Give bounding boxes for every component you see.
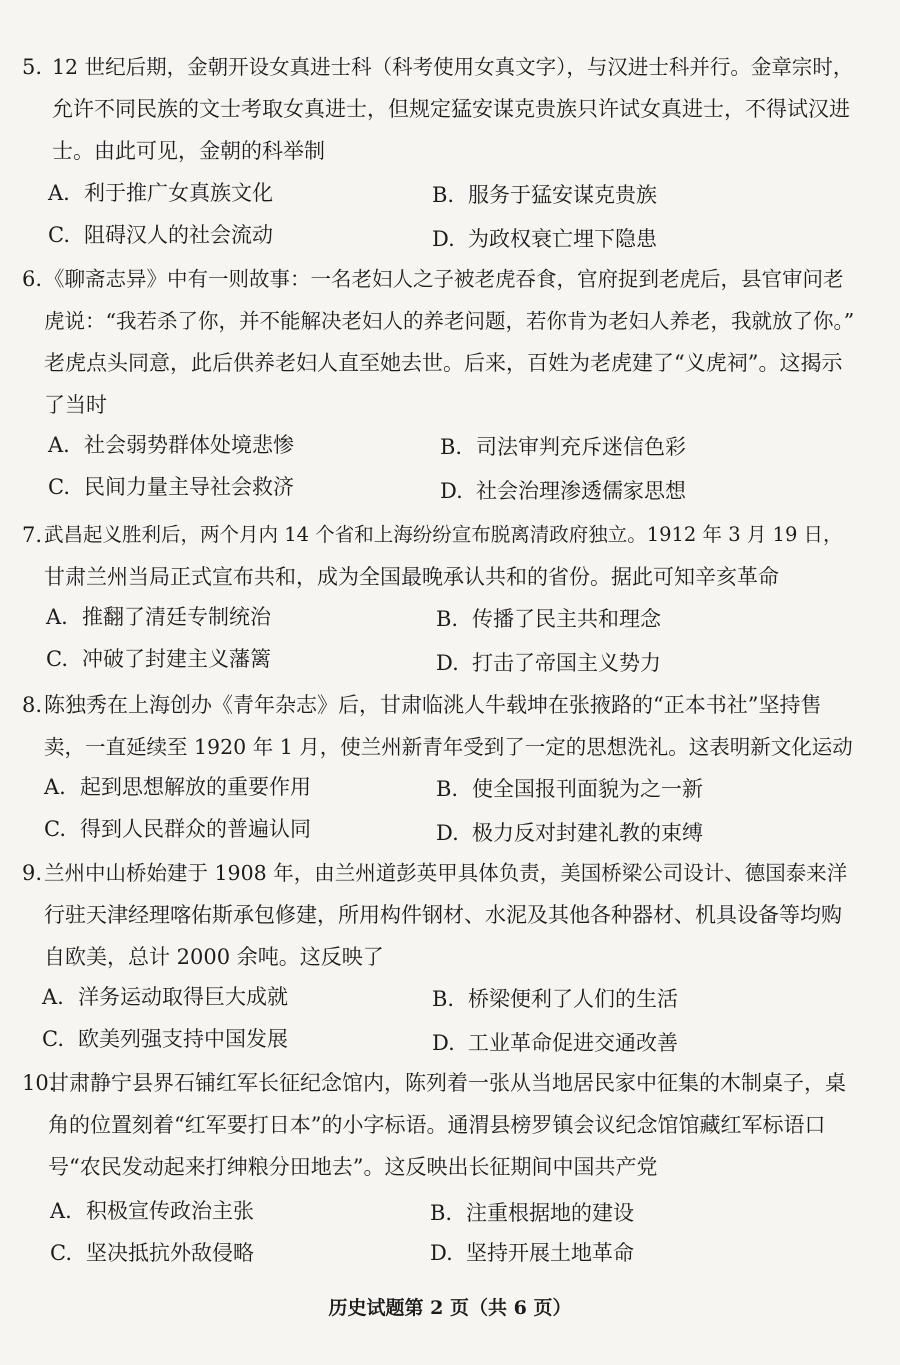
option-text: 桥梁便利了人们的生活 (468, 987, 678, 1011)
option-letter: C. (46, 647, 68, 671)
option-text: 传播了民主共和理念 (472, 607, 661, 631)
option-text: 坚持开展土地革命 (466, 1241, 634, 1265)
question-number: 6. (22, 267, 43, 291)
option-text: 司法审判充斥迷信色彩 (476, 435, 686, 459)
option-text: 积极宣传政治主张 (86, 1199, 254, 1223)
option-text: 工业革命促进交通改善 (468, 1031, 678, 1055)
option-d (432, 1022, 678, 1064)
option-letter: B. (432, 183, 455, 207)
question-stem (52, 46, 862, 172)
stem-line: 自欧美，总计 2000 余吨。这反映了 (44, 945, 384, 969)
option-b (436, 598, 661, 640)
option-d (440, 470, 686, 512)
option-text: 打击了帝国主义势力 (472, 651, 661, 675)
question-stem (44, 514, 854, 598)
option-b (440, 426, 686, 468)
stem-line: 角的位置刻着“红军要打日本”的小字标语。通渭县榜罗镇会议纪念馆馆藏红军标语口 (48, 1113, 826, 1137)
option-c (48, 214, 273, 256)
option-letter: D. (436, 821, 459, 845)
stem-line: 甘肃静宁县界石铺红军长征纪念馆内，陈列着一张从当地居民家中征集的木制桌子，桌 (48, 1071, 846, 1095)
option-letter: C. (50, 1241, 72, 1265)
option-letter: B. (436, 777, 459, 801)
option-letter: A. (50, 1199, 72, 1223)
stem-line: 甘肃兰州当局正式宣布共和，成为全国最晚承认共和的省份。据此可知辛亥革命 (44, 565, 779, 589)
option-d (432, 218, 657, 260)
option-text: 洋务运动取得巨大成就 (78, 985, 288, 1009)
question-stem (48, 1062, 858, 1188)
option-text: 注重根据地的建设 (466, 1201, 634, 1225)
stem-line: 12 世纪后期，金朝开设女真进士科（科考使用女真文字），与汉进士科并行。金章宗时， (52, 55, 854, 79)
option-letter: C. (44, 817, 66, 841)
stem-line: 卖，一直延续至 1920 年 1 月，使兰州新青年受到了一定的思想洗礼。这表明新文化运动 (44, 735, 853, 759)
stem-line: 虎说：“我若杀了你，并不能解决老妇人的养老问题，若你肯为老妇人养老，我就放了你。” (44, 309, 855, 333)
option-a (50, 1190, 254, 1232)
page-footer: 历史试题第 2 页（共 6 页） (328, 1297, 572, 1319)
option-c (48, 466, 294, 508)
option-c (50, 1232, 254, 1274)
option-text: 欧美列强支持中国发展 (78, 1027, 288, 1051)
question-number: 9. (22, 861, 43, 885)
stem-line: 号“农民发动起来打绅粮分田地去”。这反映出长征期间中国共产党 (48, 1155, 658, 1179)
option-text: 利于推广女真族文化 (84, 181, 273, 205)
option-text: 社会弱势群体处境悲惨 (84, 433, 294, 457)
stem-line: 陈独秀在上海创办《青年杂志》后，甘肃临洮人牛载坤在张掖路的“正本书社”坚持售 (44, 693, 822, 717)
option-text: 为政权衰亡埋下隐患 (468, 227, 657, 251)
option-letter: B. (430, 1201, 453, 1225)
stem-line: 《聊斋志异》中有一则故事：一名老妇人之子被老虎吞食，官府捉到老虎后，县官审问老 (44, 267, 844, 291)
option-letter: B. (432, 987, 455, 1011)
option-letter: C. (48, 475, 70, 499)
option-letter: A. (46, 605, 68, 629)
option-d (436, 642, 661, 684)
stem-line: 士。由此可见，金朝的科举制 (52, 139, 325, 163)
option-letter: A. (44, 775, 66, 799)
question-stem (44, 852, 854, 978)
option-text: 服务于猛安谋克贵族 (468, 183, 657, 207)
question-number: 7. (22, 523, 43, 547)
option-a (48, 424, 294, 466)
option-c (46, 638, 271, 680)
option-letter: D. (432, 1031, 455, 1055)
option-b (436, 768, 703, 810)
option-text: 阻碍汉人的社会流动 (84, 223, 273, 247)
option-text: 冲破了封建主义藩篱 (82, 647, 271, 671)
option-text: 推翻了清廷专制统治 (82, 605, 271, 629)
question-number: 10. (22, 1071, 56, 1095)
option-b (432, 174, 657, 216)
option-a (42, 976, 288, 1018)
option-c (42, 1018, 288, 1060)
option-a (48, 172, 273, 214)
option-letter: D. (430, 1241, 453, 1265)
option-c (44, 808, 311, 850)
option-text: 起到思想解放的重要作用 (80, 775, 311, 799)
option-text: 坚决抵抗外敌侵略 (86, 1241, 254, 1265)
option-letter: B. (436, 607, 459, 631)
option-letter: C. (48, 223, 70, 247)
option-letter: D. (440, 479, 463, 503)
stem-line: 了当时 (44, 393, 107, 417)
option-text: 使全国报刊面貌为之一新 (472, 777, 703, 801)
option-letter: D. (436, 651, 459, 675)
option-letter: A. (48, 181, 70, 205)
option-b (430, 1192, 634, 1234)
stem-line: 行驻天津经理喀佑斯承包修建，所用构件钢材、水泥及其他各种器材、机具设备等均购 (44, 903, 842, 927)
stem-line: 老虎点头同意，此后供养老妇人直至她去世。后来，百姓为老虎建了“义虎祠”。这揭示 (44, 351, 843, 375)
stem-line: 兰州中山桥始建于 1908 年，由兰州道彭英甲具体负责，美国桥梁公司设计、德国泰来洋 (44, 861, 848, 885)
option-b (432, 978, 678, 1020)
option-a (46, 596, 271, 638)
question-stem (44, 258, 854, 426)
option-text: 极力反对封建礼教的束缚 (472, 821, 703, 845)
option-letter: D. (432, 227, 455, 251)
option-d (436, 812, 703, 854)
option-text: 得到人民群众的普遍认同 (80, 817, 311, 841)
stem-line: 武昌起义胜利后，两个月内 14 个省和上海纷纷宣布脱离清政府独立。1912 年 3 月 19 日， (44, 523, 843, 546)
question-number: 8. (22, 693, 43, 717)
option-text: 民间力量主导社会救济 (84, 475, 294, 499)
option-letter: C. (42, 1027, 64, 1051)
question-number: 5. (22, 55, 43, 79)
option-text: 社会治理渗透儒家思想 (476, 479, 686, 503)
question-stem (44, 684, 854, 768)
option-a (44, 766, 311, 808)
option-letter: A. (48, 433, 70, 457)
option-d (430, 1232, 634, 1274)
option-letter: A. (42, 985, 64, 1009)
stem-line: 允许不同民族的文士考取女真进士，但规定猛安谋克贵族只许试女真进士，不得试汉进 (52, 97, 850, 121)
option-letter: B. (440, 435, 463, 459)
